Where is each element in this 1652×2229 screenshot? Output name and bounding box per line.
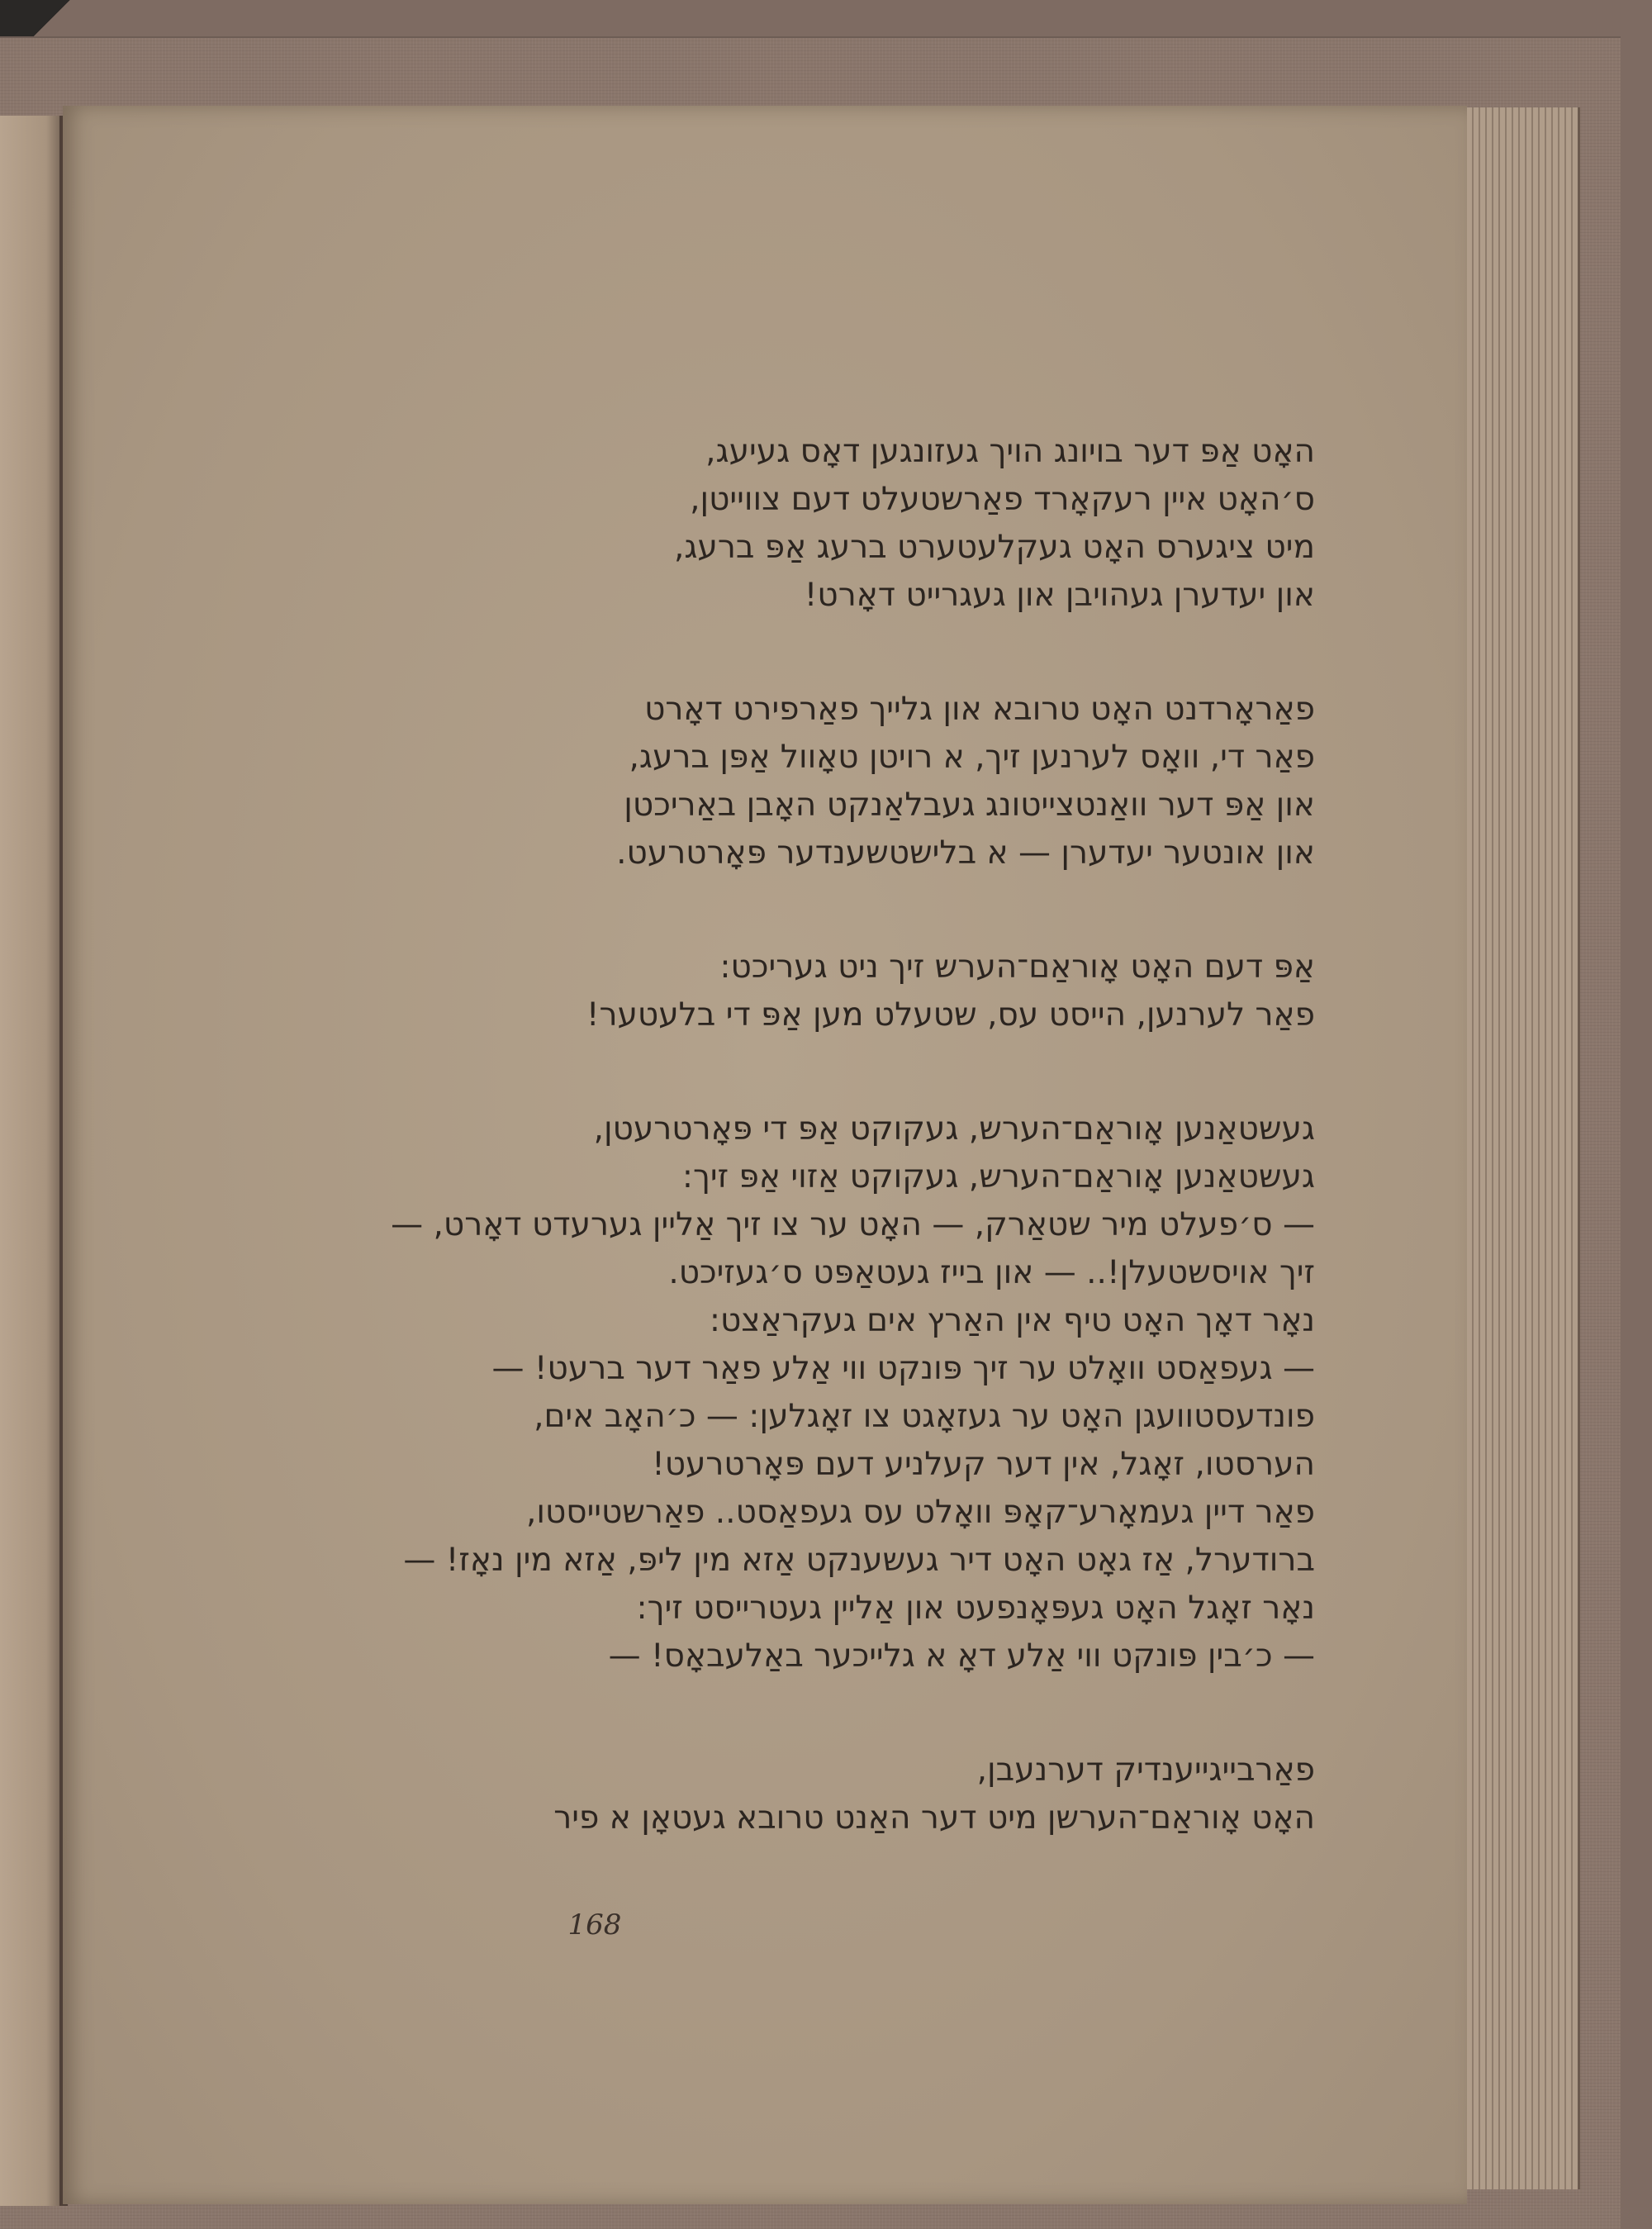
stanza <box>324 686 1315 877</box>
stanza <box>324 1105 1315 1680</box>
text-line: מיט ציגערס האָט געקלעטערט ברעג אַפּ ברעג, <box>673 529 1315 566</box>
page-number <box>63 1908 1467 1941</box>
left-page-edge <box>0 116 66 2206</box>
stanza <box>324 943 1315 1039</box>
text-line: געשטאַנען אָוראַם־הערש, געקוקט אַפּ די פּאָרטרעטן, <box>593 1110 1315 1148</box>
text-line: און יעדערן געהויבן און געגרייט דאָרט! <box>804 577 1315 614</box>
text-line: — ס׳פעלט מיר שטאַרק, — האָט ער צו זיך אַליין גערעדט דאָרט, — <box>391 1206 1315 1243</box>
text-line: זיך אויסשטעלן!.. — און בייז געטאַפּט ס׳געזיכט. <box>668 1254 1315 1291</box>
text-line: פונדעסטוועגן האָט ער געזאָגט צו זאָגלען: — כ׳האָב אים, <box>534 1398 1315 1435</box>
text-line: אַפּ דעם האָט אָוראַם־הערש זיך ניט געריכט: <box>719 948 1315 986</box>
text-line: האָט אַפּ דער בויונג הויך געזונגען דאָס געיעג, <box>705 433 1315 470</box>
text-line: פאַרבייגייענדיק דערנעבן, <box>976 1751 1315 1789</box>
text-line: פאַראָרדנט האָט טרובא און גלייך פאַרפירט דאָרט <box>644 691 1315 728</box>
text-line: נאָר דאָך האָט טיף אין האַרץ אים געקראַצט: <box>709 1302 1315 1339</box>
text-line: — כ׳בין פּונקט ווי אַלע דאָ א גלייכער באַלעבאָס! — <box>608 1637 1315 1675</box>
text-line: — געפאַסט וואָלט ער זיך פּונקט ווי אַלע פאַר דער ברעט! — <box>491 1350 1315 1387</box>
text-line: און אַפּ דער וואַנטצייטונג געבלאַנקט האָבן באַריכטן <box>624 787 1315 824</box>
text-line: נאָר זאָגל האָט געפּאָנפעט און אַליין געטרייסט זיך: <box>636 1590 1315 1627</box>
text-line: הערסטו, זאָגל, אין דער קעלניע דעם פּאָרטרעט! <box>652 1446 1315 1483</box>
text-line: ברודערל, אַז גאָט האָט דיר געשענקט אַזא מין ליפּ, אַזא מין נאָז! — <box>403 1542 1315 1579</box>
poem-text <box>324 428 1315 1908</box>
text-line: ס׳האָט איין רעקאָרד פאַרשטעלט דעם צווייטן, <box>690 481 1315 518</box>
text-line: פאַר דיין געמאָרע־קאָפּ וואָלט עס געפאַסט.. פאַרשטייסטו, <box>525 1494 1315 1531</box>
page-stack-edges <box>1454 107 1580 2189</box>
page-number-text: 168 <box>567 1908 622 1941</box>
text-line: פאַר די, וואָס לערנען זיך, א רויטן טאָוול אַפּן ברעג, <box>629 739 1315 776</box>
book-page <box>63 106 1467 2204</box>
text-line: און אונטער יעדערן — א בלישטשענדער פּאָרטרעט. <box>616 834 1315 872</box>
text-line: האָט אָוראַם־הערשן מיט דער האַנט טרובא געטאָן א פיר <box>553 1799 1315 1837</box>
stanza <box>324 428 1315 620</box>
text-line: געשטאַנען אָוראַם־הערש, געקוקט אַזוי אַפּ זיך: <box>681 1158 1315 1195</box>
stanza <box>324 1747 1315 1842</box>
text-line: פאַר לערנען, הייסט עס, שטעלט מען אַפּ די בלעטער! <box>586 996 1315 1034</box>
